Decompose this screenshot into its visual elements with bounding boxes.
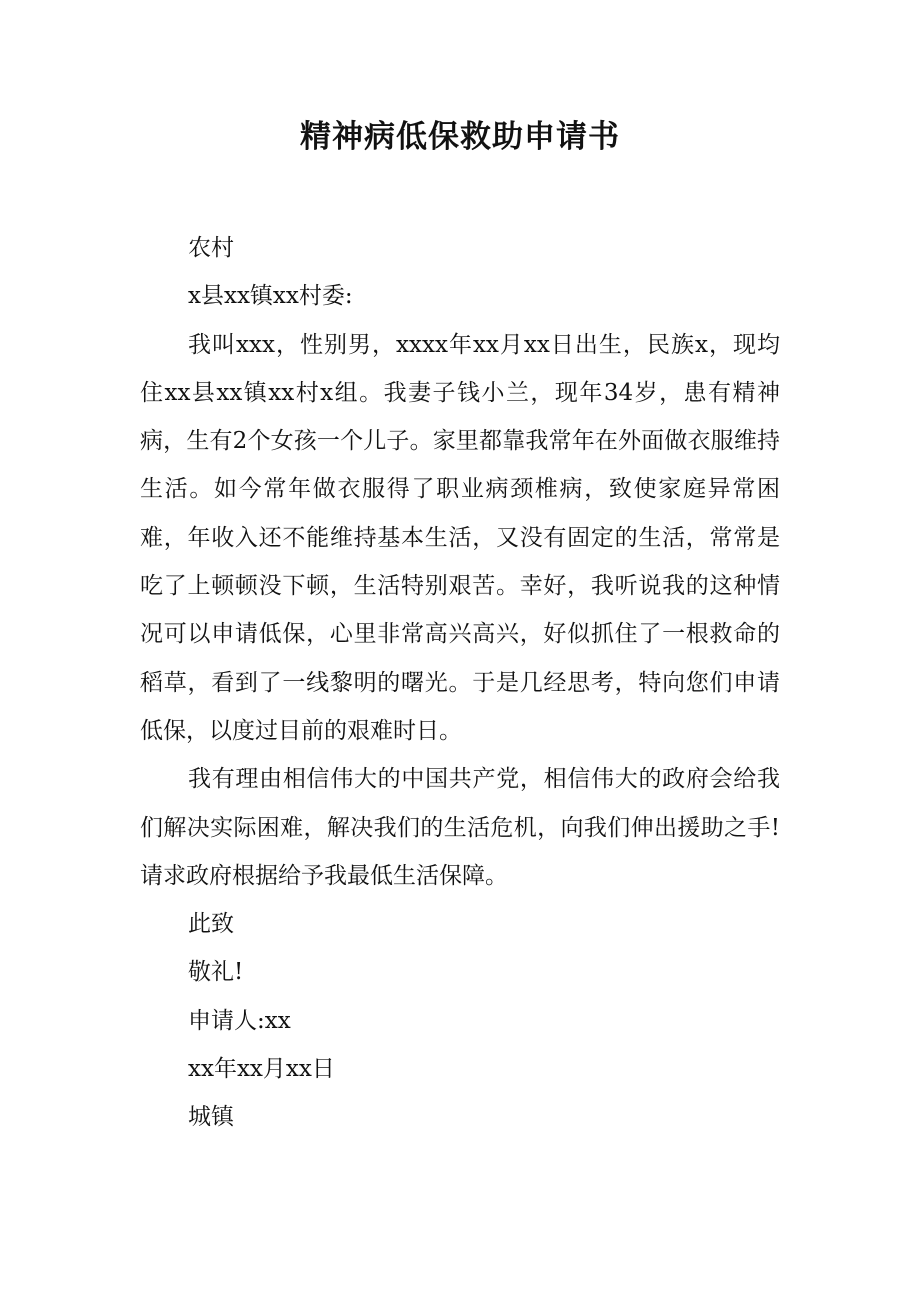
section-heading-rural: 农村: [188, 235, 234, 261]
document-body: [140, 224, 780, 1142]
closing-salutation: 此致: [188, 911, 234, 938]
addressee-line: x县xx镇xx村委:: [188, 283, 353, 310]
applicant-signature: 申请人:xx: [188, 1007, 291, 1034]
document-title: 精神病低保救助申请书: [300, 119, 620, 155]
date-line: xx年xx月xx日: [188, 1056, 335, 1083]
body-paragraph-2: 我有理由相信伟大的中国共产党，相信伟大的政府会给我们解决实际困难，解决我们的生活危机，向我们伸出援助之手!请求政府根据给予我最低生活保障。: [140, 766, 780, 889]
section-heading-urban: 城镇: [188, 1104, 234, 1131]
body-paragraph-1: 我叫xxx，性别男，xxxx年xx月xx日出生，民族x，现均住xx县xx镇xx村x组。我妻子钱小兰，现年34岁，患有精神病，生有2个女孩一个儿子。家里都靠我常年在外面做衣服维持生活。如今常年做衣服得了职业病颈椎病，致使家庭异常困难，年收入还不能维持基本生活，又没有固定的生活，常常是吃了上顿顿没下顿，生活特别艰苦。幸好，我听说我的这种情况可以申请低保，心里非常高兴高兴，好似抓住了一根救命的稻草，看到了一线黎明的曙光。于是几经思考，特向您们申请低保，以度过目前的艰难时日。: [140, 331, 780, 744]
closing-respect: 敬礼!: [188, 959, 244, 986]
